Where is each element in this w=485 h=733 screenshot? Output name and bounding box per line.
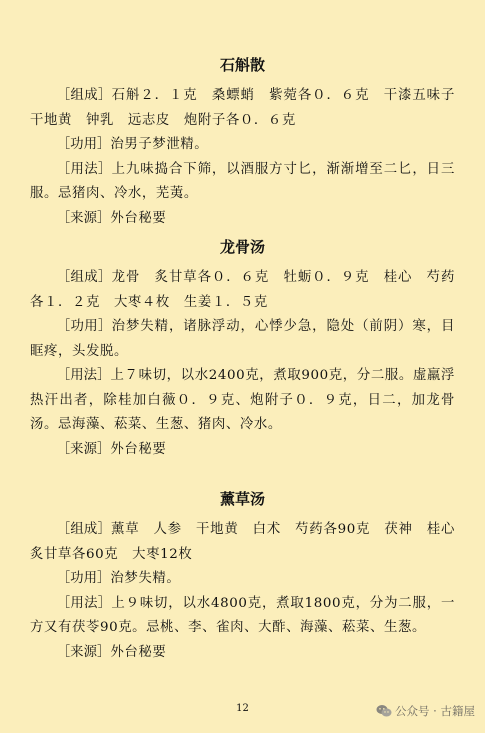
wechat-icon xyxy=(376,704,392,718)
section-text: 治男子梦泄精。 xyxy=(110,137,209,152)
section-text: 上９味切，以水4800克，煮取1800克，分为二服，一方又有茯苓90克。忌桃、李、雀肉、大酢、海藻、菘菜、生葱。 xyxy=(30,595,456,635)
watermark-text: 公众号 · 古籍屋 xyxy=(395,704,475,718)
page-number: 12 xyxy=(236,703,249,714)
recipe-title: 龙骨汤 xyxy=(219,238,265,256)
recipe-section-composition xyxy=(30,84,469,133)
recipe-section-usage xyxy=(30,592,455,641)
section-text: 上九味捣合下筛，以酒服方寸匕，渐渐增至二匕，日三服。忌猪肉、冷水，芜荑。 xyxy=(30,161,455,201)
section-label: ［用法］ xyxy=(56,368,111,383)
recipe-longgu-tang xyxy=(30,236,455,462)
section-label: ［功用］ xyxy=(56,137,111,152)
section-label: ［来源］ xyxy=(56,644,111,660)
section-label: ［组成］ xyxy=(56,88,112,103)
section-text: 龙骨 炙甘草各０．６克 牡蛎０．９克 桂心 芍药各１．２克 大枣４枚 生姜１．５克 xyxy=(30,270,455,310)
recipe-section-source xyxy=(30,207,455,232)
recipe-section-composition xyxy=(30,518,469,567)
section-label: ［来源］ xyxy=(56,210,111,226)
recipe-section-source xyxy=(30,641,455,666)
recipe-xuncao-tang xyxy=(30,488,469,665)
watermark xyxy=(376,703,475,719)
recipe-section-usage xyxy=(30,364,455,438)
recipe-section-function xyxy=(30,315,455,364)
recipe-shihu-san xyxy=(30,54,469,231)
section-label: ［组成］ xyxy=(56,522,112,537)
section-text: 上７味切，以水2400克，煮取900克，分二服。虚羸浮热汗出者，除桂加白薇０．９克、炮附子０．９克，日二，加龙骨汤。忌海藻、菘菜、生葱、猪肉、冷水。 xyxy=(30,368,456,432)
recipe-section-source xyxy=(30,438,455,463)
recipe-section-function xyxy=(30,133,455,158)
section-label: ［功用］ xyxy=(56,319,112,334)
recipe-section-composition xyxy=(30,266,455,315)
section-text: 薰草 人参 干地黄 白术 芍药各90克 茯神 桂心 炙甘草各60克 大枣12枚 xyxy=(30,522,469,562)
section-text: 治梦失精。 xyxy=(110,571,181,586)
recipe-section-usage xyxy=(30,158,455,207)
section-text: 石斛２．１克 桑螵蛸 紫菀各０．６克 干漆五味子 干地黄 钟乳 远志皮 炮附子各０．６克 xyxy=(30,88,469,128)
section-label: ［用法］ xyxy=(56,161,112,177)
section-text: 外台秘要 xyxy=(110,210,167,226)
recipe-title: 石斛散 xyxy=(219,56,265,74)
section-label: ［组成］ xyxy=(56,270,112,285)
section-label: ［用法］ xyxy=(56,595,112,611)
section-label: ［功用］ xyxy=(56,571,111,586)
section-text: 外台秘要 xyxy=(110,644,167,660)
section-text: 治梦失精，诸脉浮动，心悸少急，隐处（前阴）寒，目眶疼，头发脱。 xyxy=(30,319,455,359)
recipe-title: 薰草汤 xyxy=(219,490,265,508)
section-text: 外台秘要 xyxy=(110,441,167,457)
recipe-section-function xyxy=(30,567,455,592)
section-label: ［来源］ xyxy=(56,441,111,457)
